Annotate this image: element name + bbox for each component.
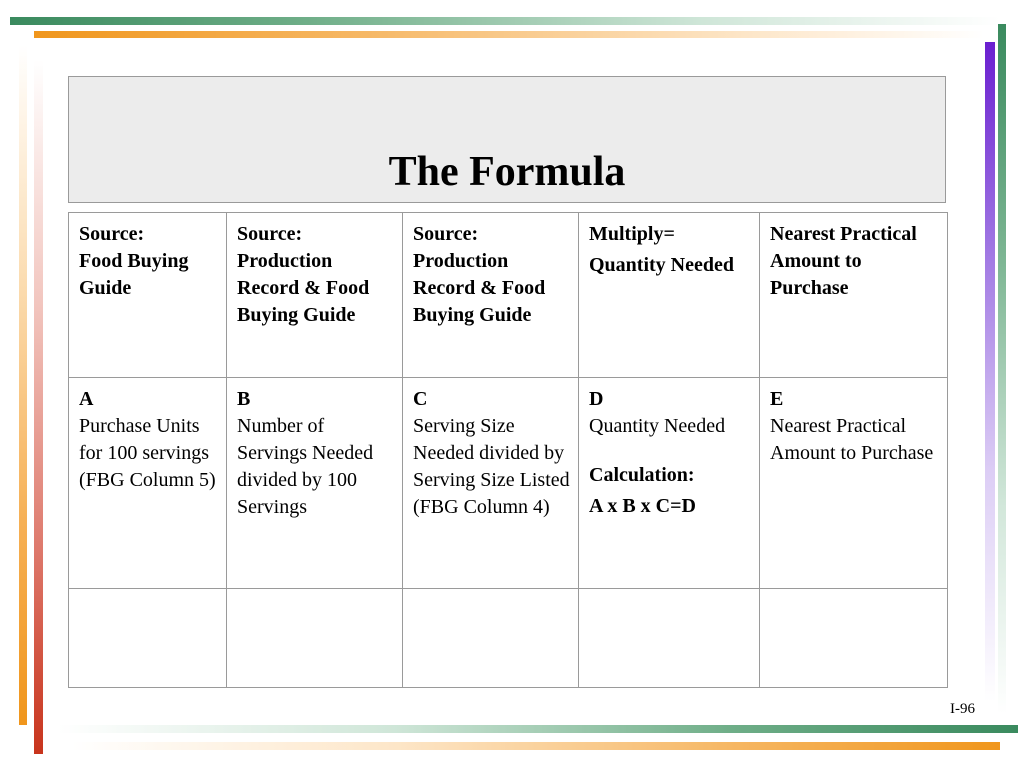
source-cell-b-line-1: Source: [237,223,303,245]
description-cell-c [403,378,579,589]
column-letter-c: C [413,388,428,410]
source-cell-d-line-2: Quantity Needed [589,254,734,276]
left-orange-decoration-bar [19,45,27,725]
right-purple-decoration-bar [985,42,995,702]
column-letter-a: A [79,388,94,410]
top-green-decoration-bar [10,17,1000,25]
empty-cell-a[interactable] [69,589,227,688]
source-row [69,213,948,378]
source-cell-a [69,213,227,378]
source-cell-b [227,213,403,378]
description-cell-a [69,378,227,589]
description-text-e: Nearest Practical Amount to Purchase [770,415,934,464]
page-number: I-96 [950,701,975,717]
source-cell-c [403,213,579,378]
left-red-decoration-bar [34,60,43,754]
source-cell-d-line-1: Multiply= [589,223,675,245]
description-text-b: Number of Servings Needed divided by 100 Servings [237,415,374,518]
source-cell-a-line-1: Source: [79,223,145,245]
description-row [69,378,948,589]
source-cell-c-line-2: Production Record & Food Buying Guide [413,250,546,326]
column-letter-d: D [589,388,604,410]
top-orange-decoration-bar [34,31,984,38]
empty-cell-b[interactable] [227,589,403,688]
description-cell-b [227,378,403,589]
description-cell-d [579,378,760,589]
calculation-formula: A x B x C=D [589,495,696,517]
column-letter-b: B [237,388,251,410]
source-cell-c-line-1: Source: [413,223,479,245]
source-cell-e [760,213,948,378]
empty-cell-e[interactable] [760,589,948,688]
description-text-a: Purchase Units for 100 servings (FBG Column 5) [79,415,216,491]
source-cell-e-line-1: Nearest Practical Amount to Purchase [770,223,917,299]
description-text-d: Quantity Needed [589,415,726,437]
empty-row [69,589,948,688]
formula-table [68,212,948,688]
empty-cell-c[interactable] [403,589,579,688]
empty-cell-d[interactable] [579,589,760,688]
title-box [68,76,946,203]
source-cell-a-line-2: Food Buying Guide [79,250,189,299]
right-green-decoration-bar [998,24,1006,714]
source-cell-b-line-2: Production Record & Food Buying Guide [237,250,370,326]
column-letter-e: E [770,388,784,410]
bottom-green-decoration-bar [58,725,1018,733]
bottom-orange-decoration-bar [72,742,1000,750]
calculation-label: Calculation: [589,464,695,486]
source-cell-d [579,213,760,378]
slide-title: The Formula [388,149,626,195]
description-cell-e [760,378,948,589]
description-text-c: Serving Size Needed divided by Serving Size Listed (FBG Column 4) [413,415,570,518]
